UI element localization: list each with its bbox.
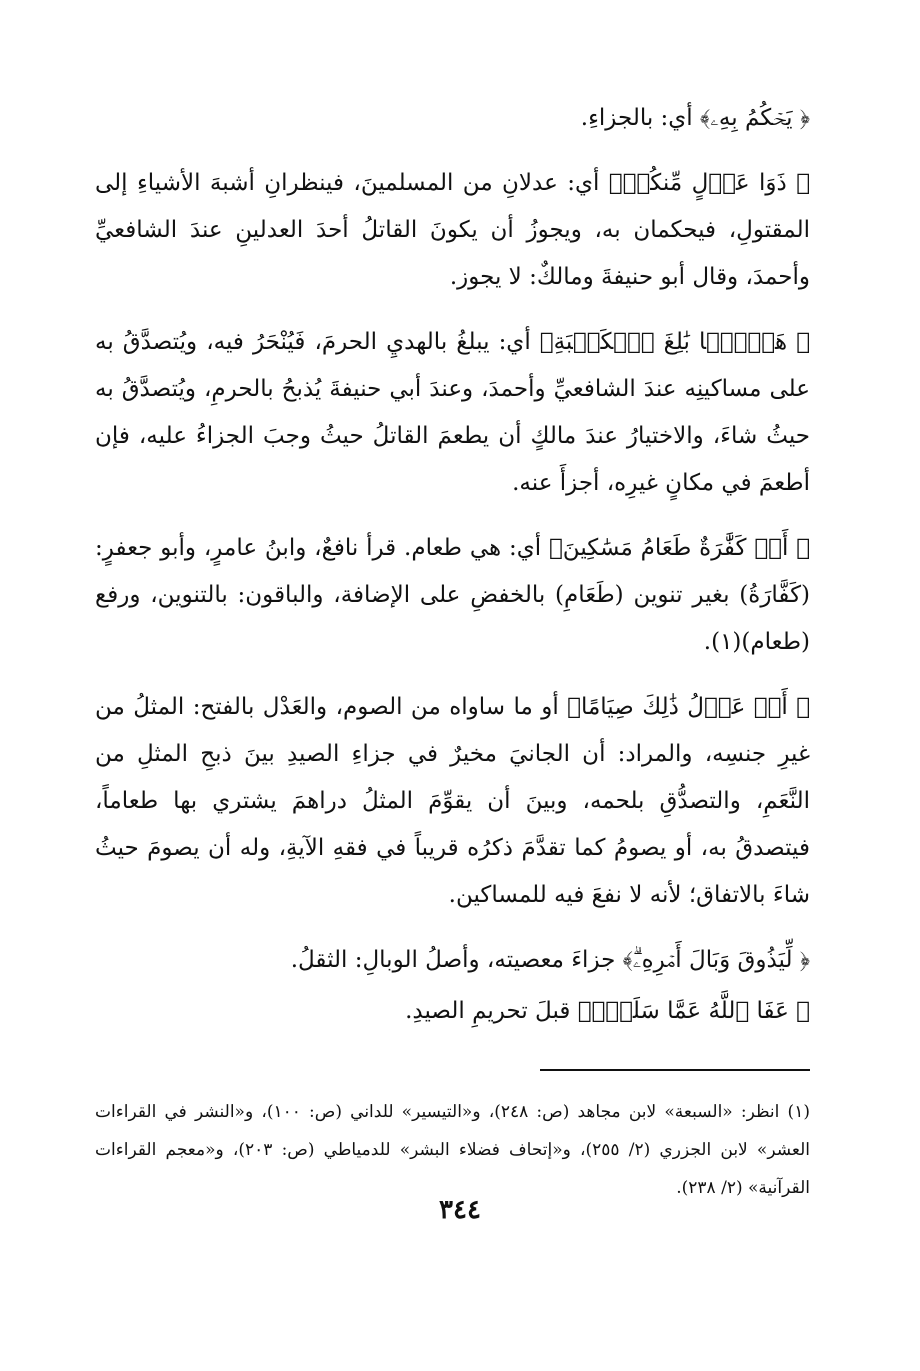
paragraph-yahkumu-bihi: ﴿ يَحۡكُمُ بِهِۦ﴾ أي: بالجزاءِ. xyxy=(580,105,810,131)
main-text xyxy=(95,95,810,1035)
paragraph-dhawa-adlin: ﴿ ذَوَا عَدۡلٍ مِّنكُمۡ﴾ أي: عدلانِ من المسلمينَ، فينظرانِ أشبهَ الأشياءِ إلى المقتولِ، فيحكمان به، ويجوزُ أن يكونَ القاتلُ أحدَ العدلينِ عندَ الشافعيِّ وأحمدَ، وقال أبو حنيفةَ ومالكٌ: لا يجوز. xyxy=(95,170,810,290)
paragraph-hadyan-baligh-alkaba: ﴿ هَدۡيَۢا بَٰلِغَ ٱلۡكَعۡبَةِ﴾ أي: يبلغُ بالهديِ الحرمَ، فَيُنْحَرُ فيه، ويُتصدَّقُ به على مساكينِه عندَ الشافعيِّ وأحمدَ، وعندَ أبي حنيفةَ يُذبحُ بالحرمِ، ويُتصدَّقُ به حيثُ شاءَ، والاختيارُ عندَ مالكٍ أن يطعمَ القاتلُ حيثُ وجبَ الجزاءُ عليه، فإن أطعمَ في مكانٍ غيرِه، أجزأَ عنه. xyxy=(95,329,810,496)
footnote xyxy=(95,1093,810,1207)
footnote-text: (١) انظر: «السبعة» لابن مجاهد (ص: ٢٤٨)، و«التيسير» للداني (ص: ١٠٠)، و«النشر في القراءات العشر» لابن الجزري (٢/ ٢٥٥)، و«إتحاف فضلاء البشر» للدمياطي (ص: ٢٠٣)، و«معجم القراءات القرآنية» (٢/ ٢٣٨). xyxy=(95,1102,810,1198)
document-page xyxy=(95,95,810,1335)
paragraph-adlu-dhalika-siyama: ﴿ أَوۡ عَدۡلُ ذَٰلِكَ صِيَامًا﴾ أو ما ساواه من الصوم، والعَدْل بالفتح: المثلُ من غيرِ جنسِه، والمراد: أن الجانيَ مخيرٌ في جزاءِ الصيدِ بينَ ذبحِ المثلِ من النَّعَمِ، والتصدُّقِ بلحمه، وبينَ أن يقوِّمَ المثلُ دراهمَ يشتري بها طعاماً، فيتصدقُ به، أو يصومُ كما تقدَّمَ ذكرُه قريباً في فقهِ الآيةِ، وله أن يصومَ حيثُ شاءَ بالاتفاق؛ لأنه لا نفعَ فيه للمساكين. xyxy=(95,694,810,908)
paragraph-afa-allahu: ﴿ عَفَا ٱللَّهُ عَمَّا سَلَفَۚ﴾ قبلَ تحريمِ الصيدِ. xyxy=(405,998,810,1024)
paragraph-liyadhuqa-wabala: ﴿ لِّيَذُوقَ وَبَالَ أَمۡرِهِۦۗ﴾ جزاءَ معصيته، وأصلُ الوبالِ: الثقلُ. xyxy=(290,947,810,973)
footnote-separator xyxy=(540,1069,810,1071)
paragraph-kaffaratun-taam: ﴿ أَوۡ كَفَّٰرَةٌ طَعَامُ مَسَٰكِينَ﴾ أي: هي طعام. قرأ نافعٌ، وابنُ عامرٍ، وأبو جعفرٍ: (كَفَّارَةُ) بغير تنوين (طَعَامِ) بالخفضِ على الإضافة، والباقون: بالتنوين، ورفع (طعام)(١). xyxy=(95,535,810,655)
page-number: ٣٤٤ xyxy=(439,1195,481,1225)
